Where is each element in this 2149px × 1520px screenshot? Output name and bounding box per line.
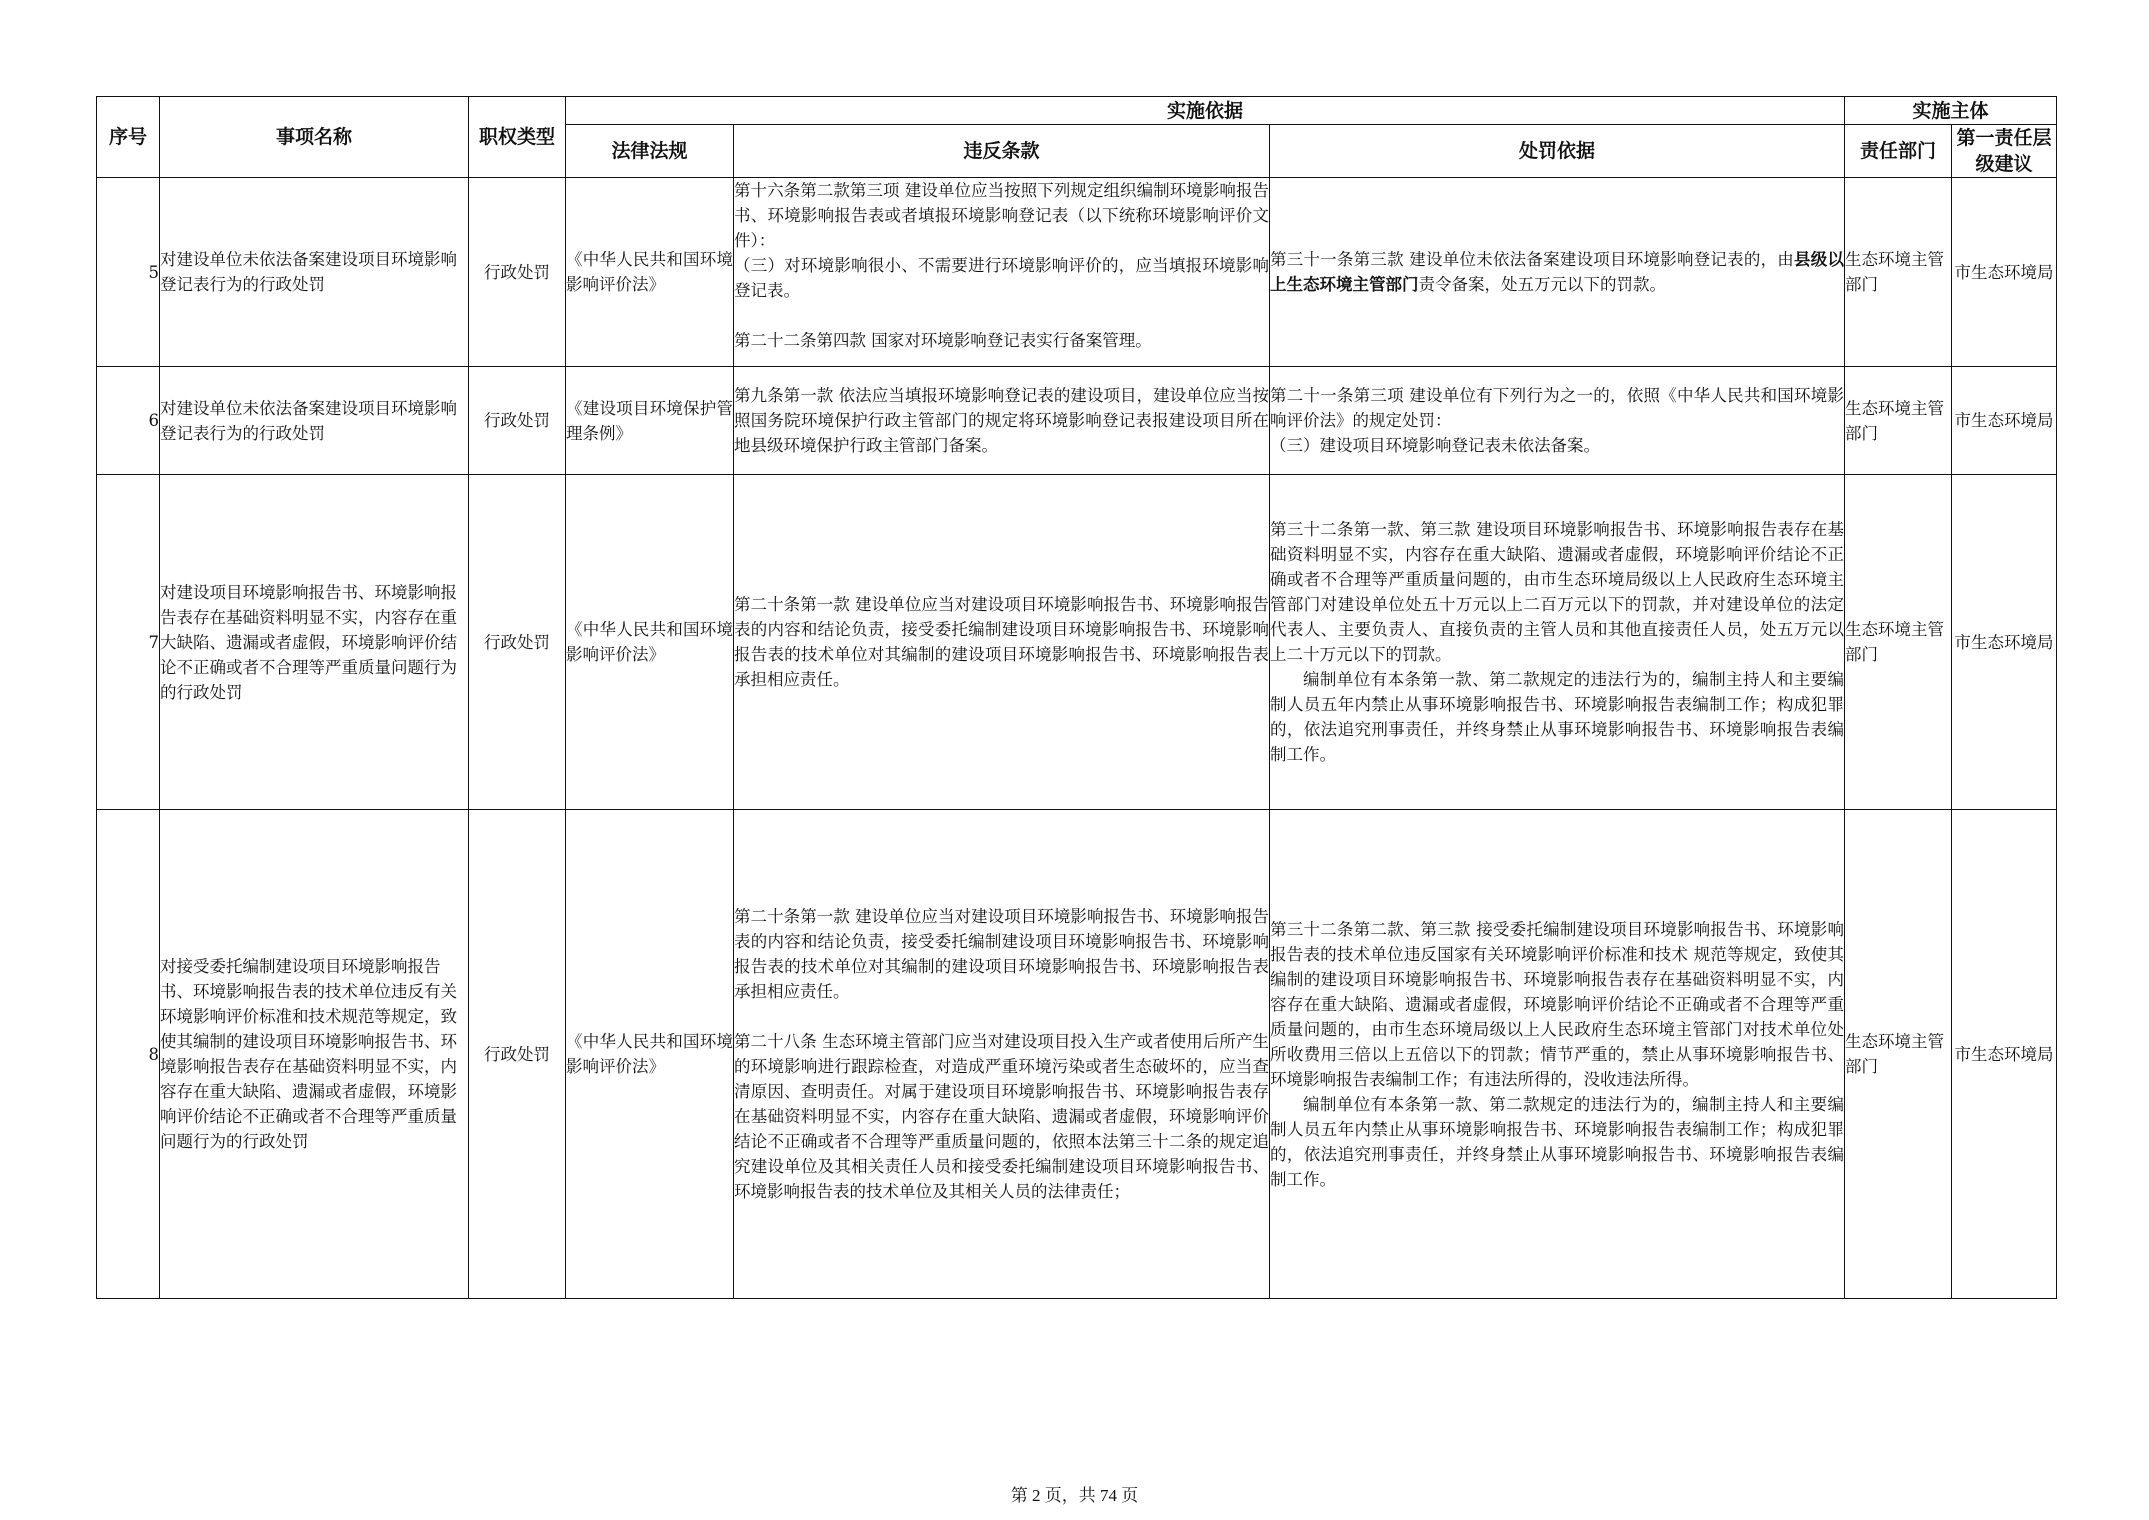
violation-paragraph: 第二十条第一款 建设单位应当对建设项目环境影响报告书、环境影响报告表的内容和结论负责，接受委托编制建设项目环境影响报告书、环境影响报告表的技术单位对其编制的建设项目环境影响报告书、环境影响报告表承担相应责任。 [734,907,1269,1001]
penalty-paragraph: 编制单位有本条第一款、第二款规定的违法行为的，编制主持人和主要编制人员五年内禁止从事环境影响报告书、环境影响报告表编制工作；构成犯罪的，依法追究刑事责任，并终身禁止从事环境影响报告书、环境影响报告表编制工作。 [1270,1094,1844,1189]
table-row [97,367,2057,475]
power-type: 行政处罚 [469,178,566,367]
header-level: 第一责任层级建议 [1952,125,2057,178]
law-name: 《中华人民共和国环境影响评价法》 [566,810,734,1299]
law-name: 《中华人民共和国环境影响评价法》 [566,475,734,810]
penalty-basis [1270,178,1845,367]
power-type: 行政处罚 [469,810,566,1299]
penalty-paragraph: 第三十二条第一款、第三款 建设项目环境影响报告书、环境影响报告表存在基础资料明显不实，内容存在重大缺陷、遗漏或者虚假，环境影响评价结论不正确或者不合理等严重质量问题的，由市生态环境局级以上人民政府生态环境主管部门对建设单位处五十万元以上二百万元以下的罚款，并对建设单位的法定代表人、主要负责人、直接负责的主管人员和其他直接责任人员，处五万元以上二十万元以下的罚款。 [1270,520,1844,664]
row-number: 8 [97,810,160,1299]
law-name: 《中华人民共和国环境影响评价法》 [566,178,734,367]
header-basis-group: 实施依据 [566,97,1845,125]
penalty-text: 责令备案，处五万元以下的罚款。 [1418,275,1666,294]
law-name: 《建设项目环境保护管理条例》 [566,367,734,475]
violation-paragraph: 第二十条第一款 建设单位应当对建设项目环境影响报告书、环境影响报告表的内容和结论负责，接受委托编制建设项目环境影响报告书、环境影响报告表的技术单位对其编制的建设项目环境影响报告书、环境影响报告表承担相应责任。 [734,595,1269,689]
table-row [97,475,2057,810]
header-law: 法律法规 [566,125,734,178]
first-level: 市生态环境局 [1952,810,2057,1299]
first-level: 市生态环境局 [1952,475,2057,810]
header-seq: 序号 [97,97,160,178]
penalty-paragraph: （三）建设项目环境影响登记表未依法备案。 [1270,436,1600,455]
header-power-type: 职权类型 [469,97,566,178]
header-item-name: 事项名称 [160,97,469,178]
header-subject-group: 实施主体 [1845,97,2057,125]
first-level: 市生态环境局 [1952,178,2057,367]
responsible-dept: 生态环境主管部门 [1845,367,1952,475]
enforcement-table [96,96,2057,1299]
violation-paragraph: 第二十二条第四款 国家对环境影响登记表实行备案管理。 [734,331,1152,350]
row-number: 5 [97,178,160,367]
penalty-text: 第三十一条第三款 建设单位未依法备案建设项目环境影响登记表的，由 [1270,250,1795,269]
responsible-dept: 生态环境主管部门 [1845,475,1952,810]
power-type: 行政处罚 [469,475,566,810]
header-dept: 责任部门 [1845,125,1952,178]
header-violation: 违反条款 [734,125,1270,178]
responsible-dept: 生态环境主管部门 [1845,178,1952,367]
table-row [97,178,2057,367]
violation-clause [734,810,1270,1299]
table-row [97,810,2057,1299]
item-name: 对接受委托编制建设项目环境影响报告书、环境影响报告表的技术单位违反有关环境影响评价标准和技术规范等规定，致使其编制的建设项目环境影响报告书、环境影响报告表存在基础资料明显不实，内容存在重大缺陷、遗漏或者虚假，环境影响评价结论不正确或者不合理等严重质量问题行为的行政处罚 [160,810,469,1299]
first-level: 市生态环境局 [1952,367,2057,475]
power-type: 行政处罚 [469,367,566,475]
violation-clause [734,475,1270,810]
penalty-paragraph: 第二十一条第三项 建设单位有下列行为之一的，依照《中华人民共和国环境影响评价法》的规定处罚： [1270,386,1844,430]
header-penalty: 处罚依据 [1270,125,1845,178]
item-name: 对建设单位未依法备案建设项目环境影响登记表行为的行政处罚 [160,367,469,475]
penalty-authority-bold: 县级以上生态环境主管部门 [1270,250,1845,294]
violation-paragraph: 第九条第一款 依法应当填报环境影响登记表的建设项目，建设单位应当按照国务院环境保护行政主管部门的规定将环境影响登记表报建设项目所在地县级环境保护行政主管部门备案。 [734,386,1269,455]
violation-clause [734,178,1270,367]
violation-paragraph: 第二十八条 生态环境主管部门应当对建设项目投入生产或者使用后所产生的环境影响进行跟踪检查，对造成严重环境污染或者生态破坏的，应当查清原因、查明责任。对属于建设项目环境影响报告书、环境影响报告表存在基础资料明显不实，内容存在重大缺陷、遗漏或者虚假，环境影响评价结论不正确或者不合理等严重质量问题的，依照本法第三十二条的规定追究建设单位及其相关责任人员和接受委托编制建设项目环境影响报告书、环境影响报告表的技术单位及其相关人员的法律责任； [734,1032,1269,1201]
violation-paragraph: （三）对环境影响很小、不需要进行环境影响评价的，应当填报环境影响登记表。 [734,256,1269,300]
penalty-basis [1270,367,1845,475]
penalty-basis [1270,810,1845,1299]
item-name: 对建设项目环境影响报告书、环境影响报告表存在基础资料明显不实，内容存在重大缺陷、遗漏或者虚假，环境影响评价结论不正确或者不合理等严重质量问题行为的行政处罚 [160,475,469,810]
penalty-paragraph: 编制单位有本条第一款、第二款规定的违法行为的，编制主持人和主要编制人员五年内禁止从事环境影响报告书、环境影响报告表编制工作；构成犯罪的，依法追究刑事责任，并终身禁止从事环境影响报告书、环境影响报告表编制工作。 [1270,670,1844,764]
row-number: 7 [97,475,160,810]
penalty-paragraph: 第三十二条第二款、第三款 接受委托编制建设项目环境影响报告书、环境影响报告表的技术单位违反国家有关环境影响评价标准和技术 规范等规定，致使其编制的建设项目环境影响报告书、环境影响报告表存在基础资料明显不实，内容存在重大缺陷、遗漏或者虚假，环境影响评价结论不正确或者不合理等严重质量问题的，由市生态环境局级以上人民政府生态环境主管部门对技术单位处所收费用三倍以上五倍以下的罚款；情节严重的，禁止从事环境影响报告书、环境影响报告表编制工作；有违法所得的，没收违法所得。 [1270,919,1844,1089]
violation-paragraph: 第十六条第二款第三项 建设单位应当按照下列规定组织编制环境影响报告书、环境影响报告表或者填报环境影响登记表（以下统称环境影响评价文件）： [734,181,1269,250]
penalty-basis [1270,475,1845,810]
page-footer: 第 2 页，共 74 页 [1010,1486,1139,1505]
violation-clause [734,367,1270,475]
item-name: 对建设单位未依法备案建设项目环境影响登记表行为的行政处罚 [160,178,469,367]
responsible-dept: 生态环境主管部门 [1845,810,1952,1299]
row-number: 6 [97,367,160,475]
